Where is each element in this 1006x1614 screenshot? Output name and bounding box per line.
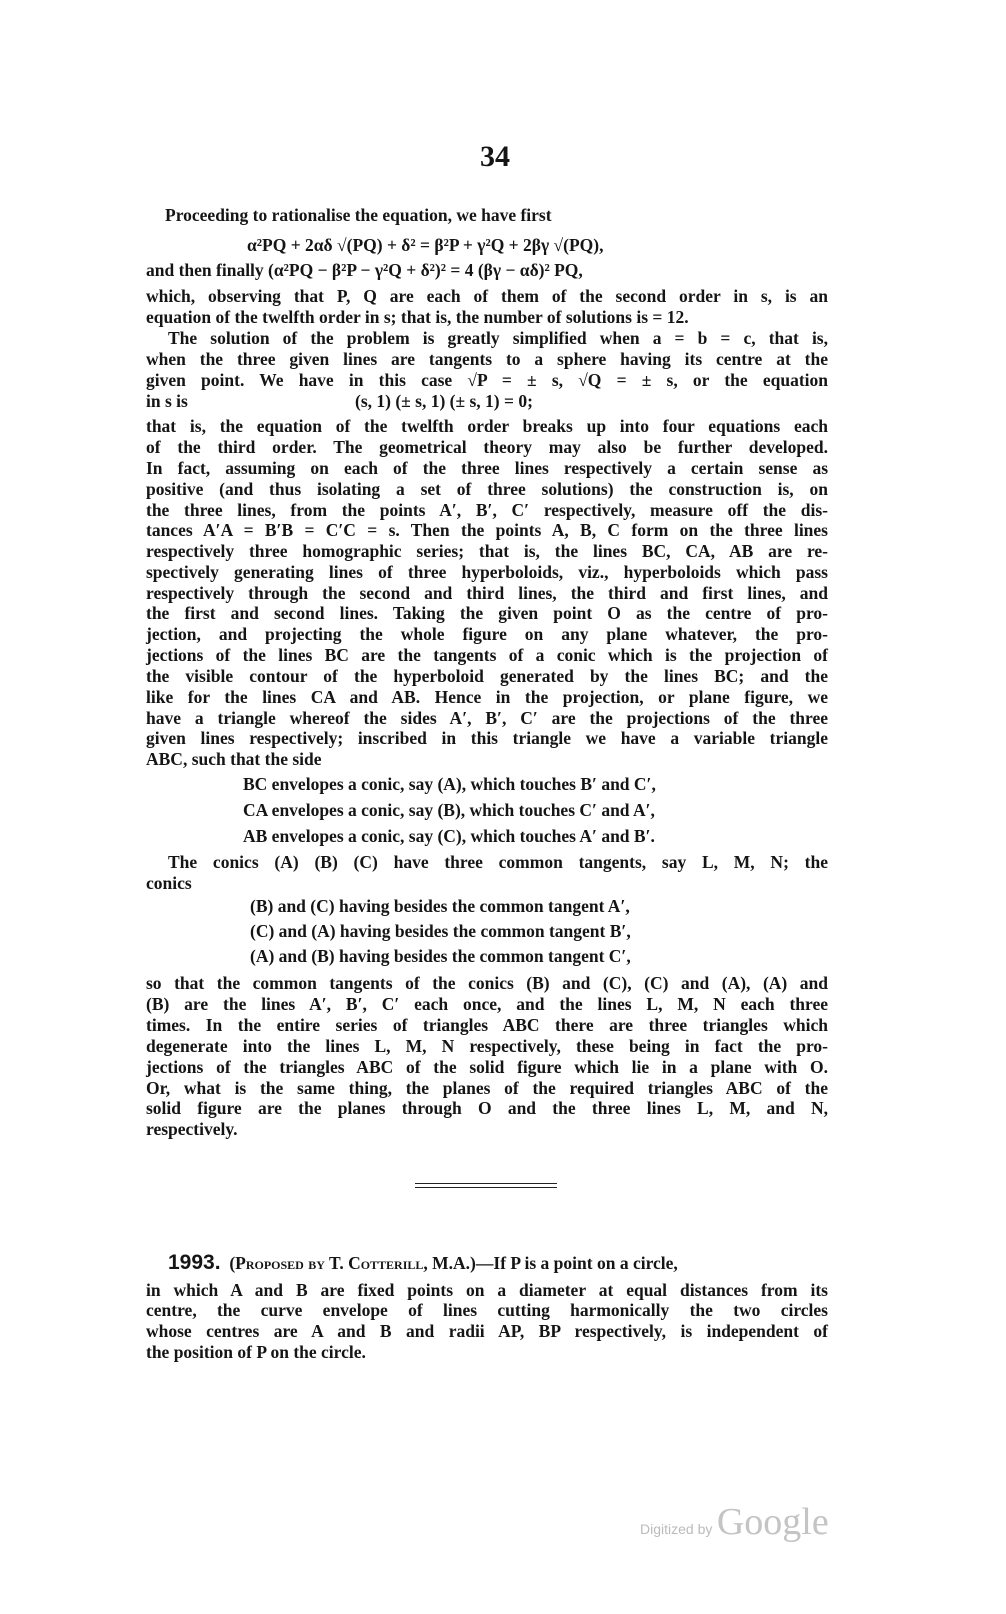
text-line: solid figure are the planes through O and the three lines L, M, and N, bbox=[146, 1098, 828, 1118]
text-line: The conics (A) (B) (C) have three common tangents, say L, M, N; the bbox=[168, 852, 828, 872]
centered-line: (B) and (C) having besides the common tangent A′, bbox=[250, 896, 630, 916]
text-line: given point. We have in this case √P = ± s, √Q = ± s, or the equation bbox=[146, 370, 828, 390]
text-line: so that the common tangents of the conics (B) and (C), (C) and (A), (A) and bbox=[146, 973, 828, 993]
equation: and then finally (α²PQ − β²P − γ²Q + δ²)² = 4 (βγ − αδ)² PQ, bbox=[146, 260, 583, 280]
text-line: jections of the lines BC are the tangents of a conic which is the projection of bbox=[146, 645, 828, 665]
section-divider bbox=[415, 1187, 557, 1188]
text-line: in s is bbox=[146, 391, 188, 411]
text-line: ABC, such that the side bbox=[146, 749, 322, 769]
text-line: centre, the curve envelope of lines cutting harmonically the two circles bbox=[146, 1300, 828, 1320]
text-line: equation of the twelfth order in s; that is, the number of solutions is = 12. bbox=[146, 307, 689, 327]
text-line: when the three given lines are tangents to a sphere having its centre at the bbox=[146, 349, 828, 369]
watermark-prefix: Digitized by bbox=[640, 1521, 713, 1537]
text-line: of the third order. The geometrical theory may also be further developed. bbox=[146, 437, 828, 457]
text-line: jection, and projecting the whole figure on any plane whatever, the pro- bbox=[146, 624, 828, 644]
digitized-watermark bbox=[640, 1500, 829, 1544]
equation: (s, 1) (± s, 1) (± s, 1) = 0; bbox=[355, 391, 533, 411]
text-line: like for the lines CA and AB. Hence in the projection, or plane figure, we bbox=[146, 687, 828, 707]
page-number: 34 bbox=[480, 140, 510, 173]
text-line: In fact, assuming on each of the three lines respectively a certain sense as bbox=[146, 458, 828, 478]
text-line: spectively generating lines of three hyperboloids, viz., hyperboloids which pass bbox=[146, 562, 828, 582]
text-line: the position of P on the circle. bbox=[146, 1342, 366, 1362]
question-proposer: (Proposed by T. Cotterill, M.A.) bbox=[229, 1253, 476, 1273]
text-line: have a triangle whereof the sides A′, B′, C′ are the projections of the three bbox=[146, 708, 828, 728]
section-divider bbox=[415, 1183, 557, 1184]
text-line: respectively. bbox=[146, 1119, 238, 1139]
text-line: respectively three homographic series; that is, the lines BC, CA, AB are re- bbox=[146, 541, 828, 561]
text-line: given lines respectively; inscribed in this triangle we have a variable triangle bbox=[146, 728, 828, 748]
text-line: whose centres are A and B and radii AP, BP respectively, is independent of bbox=[146, 1321, 828, 1341]
text-line: the first and second lines. Taking the given point O as the centre of pro- bbox=[146, 603, 828, 623]
text-line: the visible contour of the hyperboloid generated by the lines BC; and the bbox=[146, 666, 828, 686]
text-line: times. In the entire series of triangles ABC there are three triangles which bbox=[146, 1015, 828, 1035]
text-line: positive (and thus isolating a set of three solutions) the construction is, on bbox=[146, 479, 828, 499]
centered-line: (C) and (A) having besides the common tangent B′, bbox=[250, 921, 631, 941]
text-line: The solution of the problem is greatly simplified when a = b = c, that is, bbox=[168, 328, 828, 348]
text-line: (B) are the lines A′, B′, C′ each once, and the lines L, M, N each three bbox=[146, 994, 828, 1014]
text-line: jections of the triangles ABC of the solid figure which lie in a plane with O. bbox=[146, 1057, 828, 1077]
text-line: that is, the equation of the twelfth order breaks up into four equations each bbox=[146, 416, 828, 436]
centered-line: CA envelopes a conic, say (B), which touches C′ and A′, bbox=[243, 800, 655, 820]
text-line: Or, what is the same thing, the planes of the required triangles ABC of the bbox=[146, 1078, 828, 1098]
text-line: degenerate into the lines L, M, N respectively, these being in fact the pro- bbox=[146, 1036, 828, 1056]
equation: α²PQ + 2αδ √(PQ) + δ² = β²P + γ²Q + 2βγ √(PQ), bbox=[247, 235, 604, 255]
question-heading bbox=[168, 1253, 678, 1273]
text-line: Proceeding to rationalise the equation, we have first bbox=[165, 205, 552, 225]
centered-line: BC envelopes a conic, say (A), which touches B′ and C′, bbox=[243, 774, 656, 794]
text-line: —If P is a point on a circle, bbox=[475, 1253, 678, 1273]
centered-line: (A) and (B) having besides the common tangent C′, bbox=[250, 946, 631, 966]
text-line: which, observing that P, Q are each of them of the second order in s, is an bbox=[146, 286, 828, 306]
question-number: 1993. bbox=[168, 1251, 221, 1274]
text-line: conics bbox=[146, 873, 192, 893]
google-logo: Google bbox=[716, 1501, 829, 1543]
text-line: in which A and B are fixed points on a diameter at equal distances from its bbox=[146, 1280, 828, 1300]
text-line: tances A′A = B′B = C′C = s. Then the points A, B, C form on the three lines bbox=[146, 520, 828, 540]
text-line: the three lines, from the points A′, B′, C′ respectively, measure off the dis- bbox=[146, 500, 828, 520]
centered-line: AB envelopes a conic, say (C), which touches A′ and B′. bbox=[243, 826, 655, 846]
text-line: respectively through the second and third lines, the third and first lines, and bbox=[146, 583, 828, 603]
